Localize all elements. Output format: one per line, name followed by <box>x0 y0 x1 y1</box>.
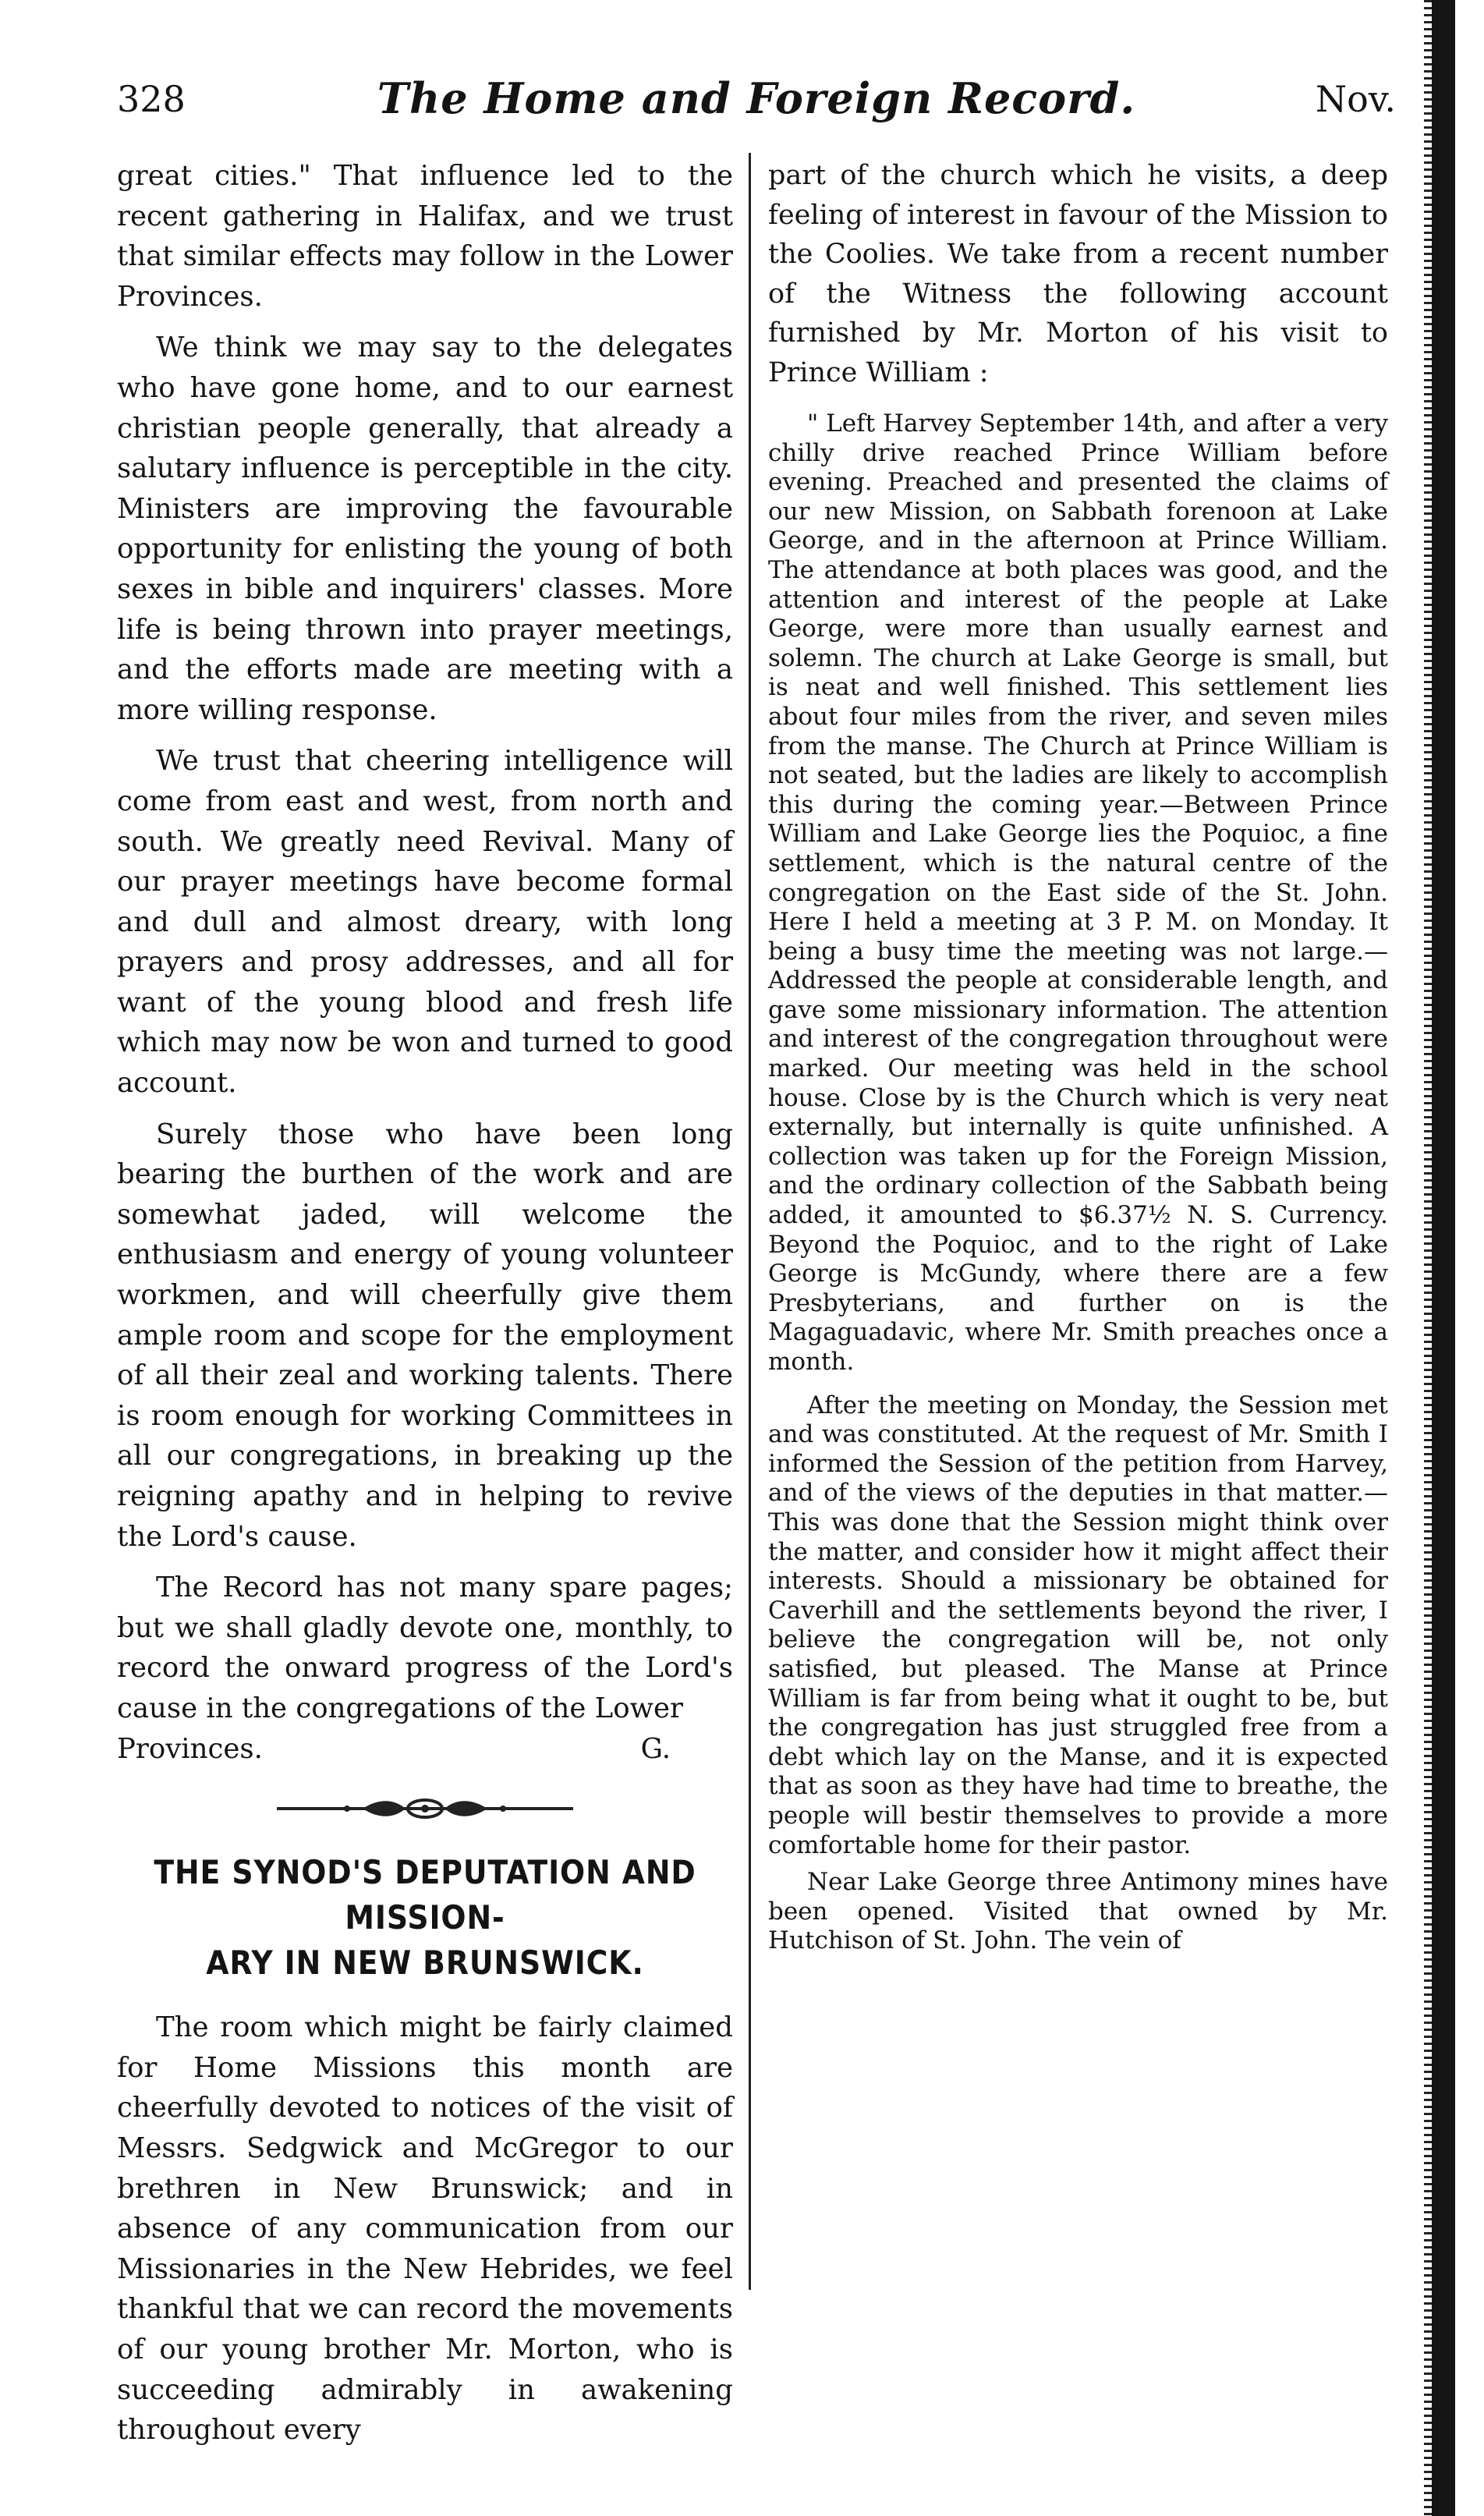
closing-word: Provinces. <box>117 1732 263 1765</box>
author-signature: G. <box>640 1732 671 1765</box>
letter-paragraph-2: After the meeting on Monday, the Session met and was constituted. At the request of Mr. Smith I informed the Session of the petition from Harvey, and of the views of the deputies in that matter.—This was done that the Session might think over the matter, and consider how it might affect their interests. Should a missionary be obtained for Caverhill and the settlements beyond the river, I believe the congregation will be, not only satisfied, but pleased. The Manse at Prince William is far from being what it ought to be, but the congregation has just struggled free from a debt which lay on the Manse, and it is expected that as soon as they have had time to breathe, the people will bestir themselves to provide a more comfortable home for their pastor. <box>768 1391 1388 1859</box>
letter-paragraph-3: Near Lake George three Antimony mines have been opened. Visited that owned by Mr. Hutchison of St. John. The vein of <box>768 1868 1388 1955</box>
right-intro-paragraph: part of the church which he visits, a deep feeling of interest in favour of the Mission to the Coolies. We take from a recent number of the Witness the following account furnished by Mr. Morton of his visit to Prince William : <box>768 160 1388 388</box>
issue-month: Nov. <box>1315 78 1396 120</box>
ornament-divider <box>117 1797 733 1820</box>
journal-title: The Home and Foreign Record. <box>377 73 1136 123</box>
page-number: 328 <box>117 78 186 120</box>
ornament-rule-icon <box>269 1797 581 1820</box>
page-header <box>117 73 1396 133</box>
right-column <box>768 156 1388 1956</box>
left-paragraph-5: The Record has not many spare pages; but we shall gladly devote one, monthly, to record the onward progress of the Lord's cause in the congregations of the Lower <box>117 1572 733 1724</box>
binding-hatch <box>1424 0 1432 2516</box>
section-heading-line-2: ARY IN NEW BRUNSWICK. <box>206 1944 644 1983</box>
left-column <box>117 156 733 2450</box>
left-paragraph-2: We think we may say to the delegates who have gone home, and to our earnest christian people generally, that already a salutary influence is perceptible in the city. Ministers are improving the favourable opportunity for enlisting the young of both sexes in bible and inquirers' classes. More life is being thrown into prayer meetings, and the efforts made are meeting with a more willing response. <box>117 331 733 726</box>
left-paragraph-3: We trust that cheering intelligence will come from east and west, from north and south. We greatly need Revival. Many of our prayer meetings have become formal and dull and almost dreary, with long prayers and prosy addresses, and all for want of the young blood and fresh life which may now be won and turned to good account. <box>117 745 733 1100</box>
left-paragraph-1: great cities." That influence led to the recent gathering in Halifax, and we trust that similar effects may follow in the Lower Provinces. <box>117 160 733 313</box>
closing-line <box>117 1729 733 1770</box>
section-paragraph: The room which might be fairly claimed for Home Missions this month are cheerfully devoted to notices of the visit of Messrs. Sedgwick and McGregor to our brethren in New Brunswick; and in absence of any communication from our Missionaries in the New Hebrides, we feel thankful that we can record the movements of our young brother Mr. Morton, who is succeeding admirably in awakening throughout every <box>117 2011 733 2447</box>
section-heading <box>148 1850 703 1986</box>
letter-paragraph-1: " Left Harvey September 14th, and after a very chilly drive reached Prince William before evening. Preached and presented the claims of our new Mission, on Sabbath forenoon at Lake George, and in the afternoon at Prince William. The attendance at both places was good, and the attention and interest of the people at Lake George, were more than usually earnest and solemn. The church at Lake George is small, but is neat and well finished. This settlement lies about four miles from the river, and seven miles from the manse. The Church at Prince William is not seated, but the ladies are likely to accomplish this during the coming year.—Between Prince William and Lake George lies the Poquioc, a fine settlement, which is the natural centre of the congregation on the East side of the St. John. Here I held a meeting at 3 P. M. on Monday. It being a busy time the meeting was not large.—Addressed the people at considerable length, and gave some missionary information. The attention and interest of the congregation throughout were marked. Our meeting was held in the school house. Close by is the Church which is very neat externally, but internally is quite unfinished. A collection was taken up for the Foreign Mission, and the ordinary collection of the Sabbath being added, it amounted to $6.37½ N. S. Currency. Beyond the Poquioc, and to the right of Lake George is McGundy, where there are a few Presbyterians, and further on is the Magaguadavic, where Mr. Smith preaches once a month. <box>768 409 1388 1376</box>
binding-edge <box>1432 0 1455 2516</box>
section-heading-line-1: THE SYNOD'S DEPUTATION AND MISSION- <box>154 1853 696 1937</box>
left-paragraph-4: Surely those who have been long bearing the burthen of the work and are somewhat jaded, will welcome the enthusiasm and energy of young volunteer workmen, and will cheerfully give them ample room and scope for the employment of all their zeal and working talents. There is room enough for working Committees in all our congregations, in breaking up the reigning apathy and in helping to revive the Lord's cause. <box>117 1118 733 1553</box>
column-divider <box>749 153 751 2290</box>
